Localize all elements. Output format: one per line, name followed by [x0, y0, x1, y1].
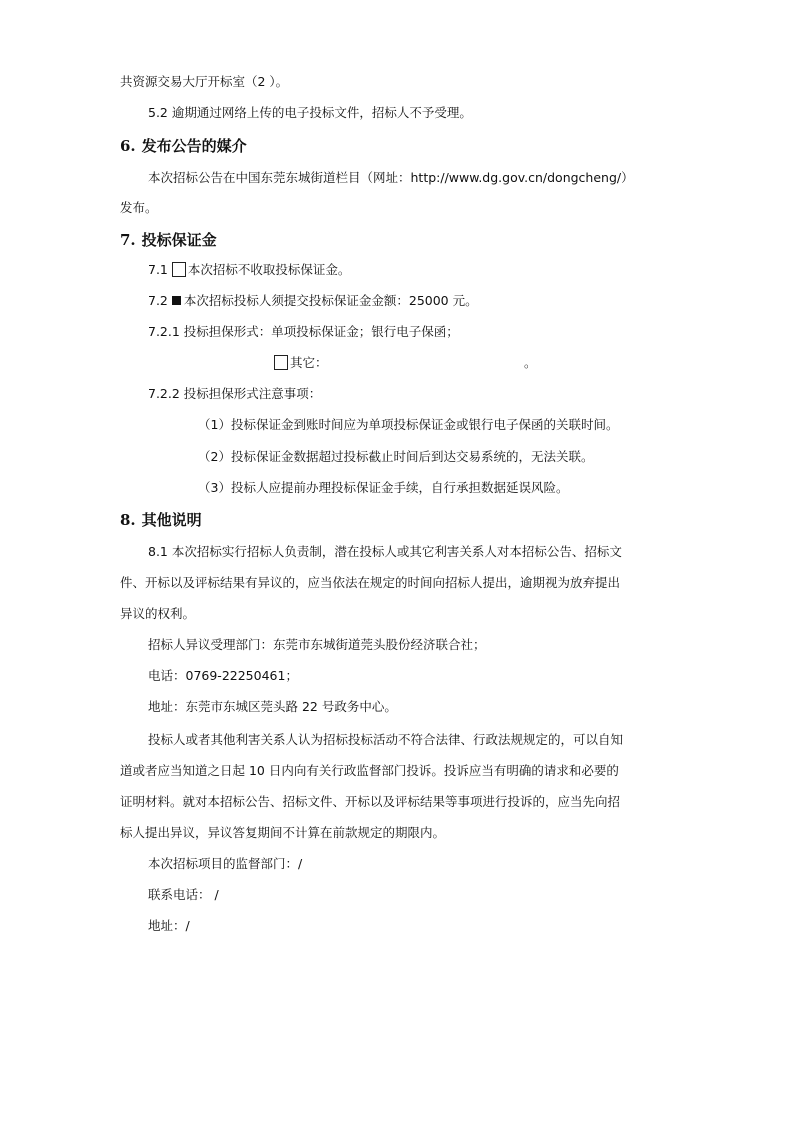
paragraph-5-2: 5.2 逾期通过网络上传的电子投标文件，招标人不予受理。 [148, 105, 472, 120]
paragraph-7-2-1: 7.2.1 投标担保形式：单项投标保证金；银行电子保函； [148, 324, 459, 339]
complaint-line: 道或者应当知道之日起 10 日内向有关行政监督部门投诉。投诉应当有明确的请求和必要的 [120, 763, 619, 778]
empty-checkbox-icon [172, 262, 186, 277]
section-heading-8 [120, 510, 202, 530]
paragraph-8-1-line: 8.1 本次招标实行招标人负责制，潜在投标人或其它利害关系人对本招标公告、招标文 [148, 544, 622, 559]
objection-phone: 电话：0769-22250461； [148, 668, 298, 683]
note-item: （2）投标保证金数据超过投标截止时间后到达交易系统的，无法关联。 [198, 449, 594, 464]
section-number: 8. [120, 511, 136, 529]
paragraph-6-line-1: 本次招标公告在中国东莞东城街道栏目（网址：http://www.dg.gov.cn/dongcheng/） [148, 170, 634, 185]
clause-text: 本次招标不收取投标保证金。 [187, 262, 351, 277]
note-item: （3）投标人应提前办理投标保证金手续，自行承担数据延误风险。 [198, 480, 569, 495]
section-heading-7 [120, 230, 217, 250]
paragraph-8-1-line: 异议的权利。 [120, 606, 196, 621]
section-title: 其他说明 [141, 511, 202, 529]
section-number: 7. [120, 231, 136, 249]
other-blank-end: 。 [524, 355, 537, 370]
paragraph-7-2 [148, 292, 478, 310]
section-heading-6 [120, 136, 247, 156]
clause-number: 7.2 [148, 293, 168, 308]
clause-text: 本次招标投标人须提交投标保证金金额：25000 元。 [183, 293, 478, 308]
paragraph-6-line-2: 发布。 [120, 200, 158, 215]
section-title: 投标保证金 [141, 231, 217, 249]
checked-box-icon [172, 296, 181, 305]
complaint-line: 投标人或者其他利害关系人认为招标投标活动不符合法律、行政法规规定的，可以自知 [148, 732, 624, 747]
complaint-line: 标人提出异议，异议答复期间不计算在前款规定的期限内。 [120, 825, 446, 840]
clause-number: 7.1 [148, 262, 168, 277]
empty-checkbox-icon [274, 355, 288, 370]
paragraph-other-option [274, 354, 328, 372]
contact-address: 地址：/ [148, 918, 190, 933]
section-title: 发布公告的媒介 [141, 137, 247, 155]
paragraph-7-1 [148, 261, 350, 279]
objection-address: 地址：东莞市东城区莞头路 22 号政务中心。 [148, 699, 397, 714]
note-item: （1）投标保证金到账时间应为单项投标保证金或银行电子保函的关联时间。 [198, 417, 619, 432]
complaint-line: 证明材料。就对本招标公告、招标文件、开标以及评标结果等事项进行投诉的，应当先向招 [120, 794, 621, 809]
other-label: 其它： [290, 355, 328, 370]
paragraph-8-1-line: 件、开标以及评标结果有异议的，应当依法在规定的时间向招标人提出，逾期视为放弃提出 [120, 575, 621, 590]
section-number: 6. [120, 137, 136, 155]
supervision-department: 本次招标项目的监督部门：/ [148, 856, 303, 871]
paragraph-5-1-tail: 共资源交易大厅开标室（2 ）。 [120, 74, 289, 89]
paragraph-7-2-2: 7.2.2 投标担保形式注意事项： [148, 386, 322, 401]
contact-phone: 联系电话： / [148, 887, 219, 902]
objection-department: 招标人异议受理部门：东莞市东城街道莞头股份经济联合社； [148, 637, 486, 652]
